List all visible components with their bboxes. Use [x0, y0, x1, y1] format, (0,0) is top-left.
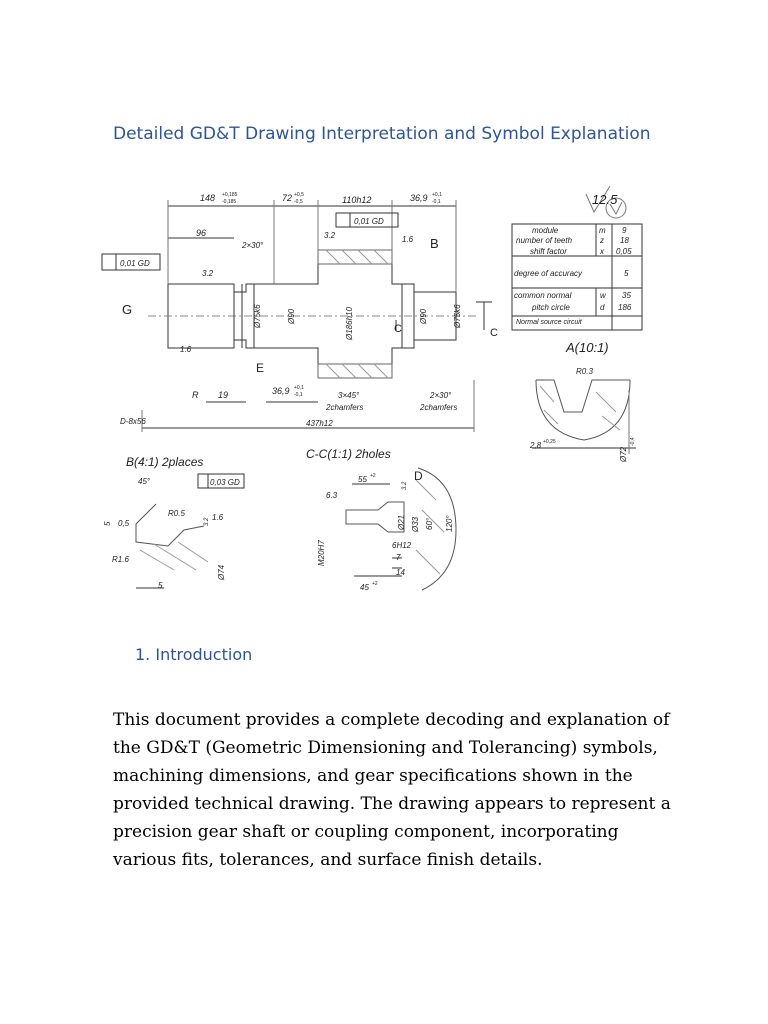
detail-A-d28: 2,8 — [530, 441, 542, 450]
label-R: R — [192, 390, 199, 400]
detail-A-r03: R0.3 — [576, 367, 593, 376]
section-heading: 1. Introduction — [135, 645, 253, 664]
label-C1: C — [394, 323, 402, 335]
detail-B-roughness-3-2: 3.2 — [204, 517, 210, 526]
chamfer-3x45-note: 2chamfers — [326, 403, 364, 412]
dia-75k6-right: Ø75k6 — [453, 304, 462, 328]
dim-148: 148 — [200, 193, 216, 203]
dia-186h10: Ø186h10 — [345, 307, 354, 340]
detail-CC-55: 55 — [358, 475, 367, 484]
detail-CC-dia33: Ø33 — [411, 516, 420, 532]
roughness-3-2-a: 3.2 — [324, 231, 336, 240]
detail-B-fcf: 0,03 GD — [210, 478, 240, 487]
detail-CC-dia21: Ø21 — [397, 514, 406, 530]
dim-72-tol-up: +0,5 — [294, 192, 304, 198]
technical-drawing — [96, 180, 656, 610]
dim-36-9-tol-up: +0,1 — [432, 192, 442, 198]
dia-90-right: Ø90 — [419, 308, 428, 324]
chamfer-2x30-b: 2×30° — [430, 391, 452, 400]
detail-A-d28-tol: +0,25 — [543, 439, 556, 445]
detail-B-r16: R1.6 — [112, 555, 129, 564]
detail-CC-55-tol: +2 — [370, 473, 376, 479]
label-E: E — [256, 361, 265, 375]
dim-148-tol-lo: -0,185 — [222, 199, 237, 205]
detail-B-5b: 5 — [158, 581, 163, 590]
detail-CC-6-3: 6.3 — [326, 491, 338, 500]
dim-96: 96 — [196, 228, 207, 238]
detail-CC-title: C-C(1:1) 2holes — [306, 447, 391, 461]
roughness-1-6-a: 1.6 — [402, 235, 414, 244]
document-title: Detailed GD&T Drawing Interpretation and Symbol Explanation — [113, 124, 651, 144]
spline-spec: D-8x56 — [120, 417, 146, 426]
detail-B-title: B(4:1) 2places — [126, 455, 204, 469]
gear-table — [514, 226, 632, 326]
gear-param-sym: d — [600, 303, 605, 312]
dim-148-tol-up: +0,185 — [222, 192, 238, 198]
gear-param-val: 5 — [624, 269, 629, 278]
gear-param-val: 186 — [618, 303, 632, 312]
detail-CC-45-tol: +2 — [372, 581, 378, 587]
detail-CC-14: 14 — [396, 568, 405, 577]
detail-CC-7: 7 — [396, 553, 401, 562]
dia-90-left: Ø90 — [287, 308, 296, 324]
roughness-value: 12.5 — [592, 192, 618, 207]
chamfer-2x30-note: 2chamfers — [420, 403, 458, 412]
dim-chamfer-2x30: 2×30° — [242, 241, 264, 250]
gear-param-val: 9 — [622, 226, 627, 235]
label-G: G — [122, 302, 133, 317]
detail-A-d72-tol: -0,4 — [630, 437, 636, 446]
gear-param-name: pitch circle — [532, 303, 570, 312]
detail-CC-120: 120° — [445, 515, 454, 532]
dim-19: 19 — [218, 390, 229, 400]
detail-B-05: 0,5 — [118, 519, 130, 528]
fcf-left-value: 0,01 GD — [120, 259, 150, 268]
dim-72: 72 — [282, 193, 293, 203]
dim-72-tol-lo: -0,5 — [294, 199, 303, 205]
dim-36-9-tol-lo: -0,1 — [432, 199, 441, 205]
fcf-top-value: 0,01 GD — [354, 217, 384, 226]
dim-437h12: 437h12 — [306, 419, 333, 428]
gear-param-val: 35 — [622, 291, 631, 300]
detail-B-5: 5 — [103, 521, 112, 526]
detail-CC-6h12: 6H12 — [392, 541, 412, 550]
detail-B-roughness-1-6: 1.6 — [212, 513, 224, 522]
gear-param-name: shift factor — [530, 247, 567, 256]
detail-CC-m20: M20H7 — [317, 540, 326, 566]
detail-A-title: A(10:1) — [566, 340, 609, 355]
dim-36-9-b-tol-up: +0,1 — [294, 385, 304, 391]
gear-param-val: 18 — [620, 236, 629, 245]
intro-paragraph: This document provides a complete decoding and explanation of the GD&T (Geometric Dimensioning and Tolerancing) symbols, machining dimensions, and gear specifications shown in the provided technical drawing. The drawing appears to represent a precision gear shaft or coupling component, incorporating various fits, tolerances, and surface finish details. — [113, 710, 671, 870]
detail-CC-45: 45 — [360, 583, 369, 592]
detail-B-45: 45° — [138, 477, 151, 486]
chamfer-3x45: 3×45° — [338, 391, 360, 400]
detail-B-r05: R0.5 — [168, 509, 185, 518]
gear-param-sym: z — [600, 236, 604, 245]
roughness-3-2-b: 3.2 — [202, 269, 214, 278]
detail-B-d74: Ø74 — [217, 564, 226, 580]
gear-param-name: module — [532, 226, 559, 235]
gear-param-name: number of teeth — [516, 236, 573, 245]
gear-param-name: common normal — [514, 291, 572, 300]
label-D: D — [414, 469, 423, 483]
detail-CC-60: 60° — [425, 517, 434, 530]
label-C2: C — [490, 327, 498, 339]
detail-A-d72: Ø72 — [619, 446, 628, 462]
gear-param-sym: m — [599, 226, 606, 235]
label-B: B — [430, 236, 439, 251]
detail-CC-3-2: 3.2 — [402, 481, 408, 490]
gear-param-name: degree of accuracy — [514, 269, 583, 278]
gear-param-name: Normal source circuit — [516, 319, 582, 326]
dim-36-9-b-tol-lo: -0,1 — [294, 392, 303, 398]
roughness-1-6-b: 1.6 — [180, 345, 192, 354]
gear-param-sym: x — [600, 247, 604, 256]
gear-param-val: 0,05 — [616, 247, 632, 256]
dim-110h12: 110h12 — [342, 195, 372, 205]
dia-75k6-left: Ø75k6 — [253, 304, 262, 328]
dim-36-9: 36,9 — [410, 193, 428, 203]
dim-36-9-b: 36,9 — [272, 386, 290, 396]
gear-param-sym: w — [600, 291, 606, 300]
